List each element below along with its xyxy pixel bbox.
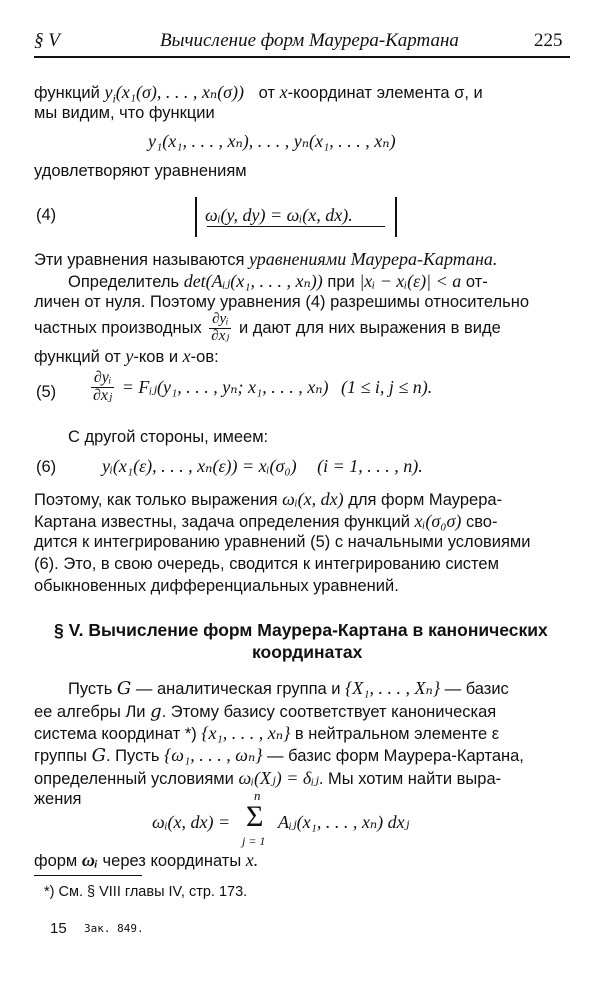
text: функций от xyxy=(34,348,121,366)
group-symbol: G xyxy=(116,678,132,699)
text: -ов: xyxy=(190,348,219,366)
text: в нейтральном элементе ε xyxy=(294,725,500,743)
text: система координат *) xyxy=(34,725,197,743)
text: сво- xyxy=(465,513,498,531)
section-heading-line2: координатах xyxy=(252,642,363,662)
para5-line3: дится к интегрированию уравнений (5) с начальными условиями xyxy=(34,533,531,551)
italic-text: уравнениями Маурера-Картана. xyxy=(249,249,498,269)
text: Пусть xyxy=(68,680,113,698)
text: — базис форм Маурера-Картана, xyxy=(267,747,524,765)
math-y: y xyxy=(125,346,134,366)
eq4-formula: ωᵢ(y, dy) = ωᵢ(x, dx). xyxy=(205,205,353,225)
para6-line6: жения xyxy=(34,790,82,808)
algebra-symbol: g xyxy=(150,701,162,722)
sum-bottom: j = 1 xyxy=(242,834,266,848)
eq6-condition: (i = 1, . . . , n). xyxy=(317,456,423,476)
para6-line4 xyxy=(34,745,524,766)
math-omega: ωᵢ(x, dx) xyxy=(282,489,344,509)
math-basis: {X₁, . . . , Xₙ} xyxy=(345,678,441,698)
eq6-label: (6) xyxy=(36,458,57,476)
eq5-label: (5) xyxy=(36,383,57,401)
para1-line1 xyxy=(34,82,483,107)
math-args: (x₁(σ), . . . , xₙ(σ)) xyxy=(115,82,245,102)
text: через координаты xyxy=(102,852,242,870)
text: -координат элемента σ, и xyxy=(287,84,483,102)
para3-line1 xyxy=(68,271,488,292)
text: . Этому базису соответствует каноническая xyxy=(161,703,497,721)
para5-line1 xyxy=(34,489,502,510)
eq5-fraction: $\frac{\text{∂yᵢ}}{\text{∂xⱼ}}$ xyxy=(93,369,113,404)
math-y: $y_i$ xyxy=(104,82,116,106)
text: частных производных xyxy=(34,318,202,337)
para1-line2: мы видим, что функции xyxy=(34,104,215,122)
eq5-formula xyxy=(88,370,432,405)
text: . Пусть xyxy=(105,747,160,765)
text: для форм Маурера- xyxy=(348,491,503,509)
math-x: x. xyxy=(245,850,259,870)
footnote-rule xyxy=(34,875,142,876)
text: определенный условиями xyxy=(34,770,234,788)
text: форм xyxy=(34,852,78,870)
para6-line1 xyxy=(68,678,509,699)
text: — аналитическая группа и xyxy=(135,680,341,698)
para1-formula: y₁(x₁, . . . , xₙ), . . . , yₙ(x₁, . . . , xₙ) xyxy=(148,131,396,151)
eq6-lhs: yᵢ(x₁(ε), . . . , xₙ(ε)) = xᵢ(σ₀) xyxy=(102,456,297,476)
para4-line1: С другой стороны, имеем: xyxy=(68,428,269,446)
text: . Мы хотим найти выра- xyxy=(318,770,502,788)
para5-line2 xyxy=(34,511,497,532)
text: Эти уравнения называются xyxy=(34,251,245,269)
sum-sign: Σ xyxy=(246,800,264,833)
para1-line3: удовлетворяют уравнениям xyxy=(34,162,247,180)
eq6-formula xyxy=(102,456,423,477)
eq5-rhs: = Fᵢⱼ(y₁, . . . , yₙ; x₁, . . . , xₙ) xyxy=(121,376,329,397)
para6-line5 xyxy=(34,768,501,789)
para3-line4 xyxy=(34,346,219,367)
text: группы xyxy=(34,747,87,765)
math-x: x xyxy=(279,82,288,102)
sum-lhs: ωᵢ(x, dx) = xyxy=(152,812,231,832)
math-omega: ωᵢ xyxy=(81,850,98,870)
footnote-text: *) См. § VIII главы IV, стр. 173. xyxy=(44,884,248,900)
text: — базис xyxy=(444,680,509,698)
para5-line5: обыкновенных дифференциальных уравнений. xyxy=(34,577,399,595)
text: Поэтому, как только выражения xyxy=(34,491,278,509)
math-coords: {x₁, . . . , xₙ} xyxy=(201,723,291,743)
text: от- xyxy=(465,273,488,291)
eq5-condition: (1 ≤ i, j ≤ n). xyxy=(341,376,433,397)
math-condition: |xᵢ − xᵢ(ε)| < a xyxy=(359,271,462,291)
sum-rhs: Aᵢⱼ(x₁, . . . , xₙ) dxⱼ xyxy=(278,812,410,832)
math-x: x xyxy=(182,346,191,366)
text: ее алгебры Ли xyxy=(34,703,146,721)
math-det: det(Aᵢⱼ(x₁, . . . , xₙ)) xyxy=(183,271,323,291)
text: от xyxy=(258,84,276,102)
page-number: 225 xyxy=(534,30,563,51)
para6-line2 xyxy=(34,701,496,722)
sum-top: n xyxy=(254,788,261,803)
math-forms: {ω₁, . . . , ωₙ} xyxy=(164,745,263,765)
text: -ков и xyxy=(133,348,179,366)
header-section-marker: § V xyxy=(34,30,60,51)
para3-line3 xyxy=(34,312,501,345)
para6-line3 xyxy=(34,723,499,744)
group-symbol: G xyxy=(91,745,106,766)
text: Картана известны, задача определения функций xyxy=(34,513,410,531)
signature-order: Зак. 849. xyxy=(84,922,144,935)
math-delta: ωᵢ(Xⱼ) = δᵢⱼ xyxy=(238,768,319,788)
section-heading-line1: § V. Вычисление форм Маурера-Картана в канонических xyxy=(54,620,548,640)
math-x: xᵢ(σ₀σ) xyxy=(414,511,462,531)
running-title: Вычисление форм Маурера-Картана xyxy=(160,30,459,51)
para7-line1 xyxy=(34,850,258,871)
text: Определитель xyxy=(68,273,180,291)
text: при xyxy=(327,273,355,291)
para3-line2: личен от нуля. Поэтому уравнения (4) разрешимы относительно xyxy=(34,293,530,311)
text: функций xyxy=(34,84,100,102)
header-rule xyxy=(34,56,570,58)
eq4-label: (4) xyxy=(36,206,57,224)
signature-number: 15 xyxy=(50,920,67,937)
text: и дают для них выражения в виде xyxy=(238,318,501,337)
para2-line1 xyxy=(34,249,497,270)
para5-line4: (6). Это, в свою очередь, сводится к интегрированию систем xyxy=(34,555,499,573)
partial-fraction: $\frac{\text{∂yᵢ}}{\text{∂xⱼ}}$ xyxy=(211,311,230,344)
